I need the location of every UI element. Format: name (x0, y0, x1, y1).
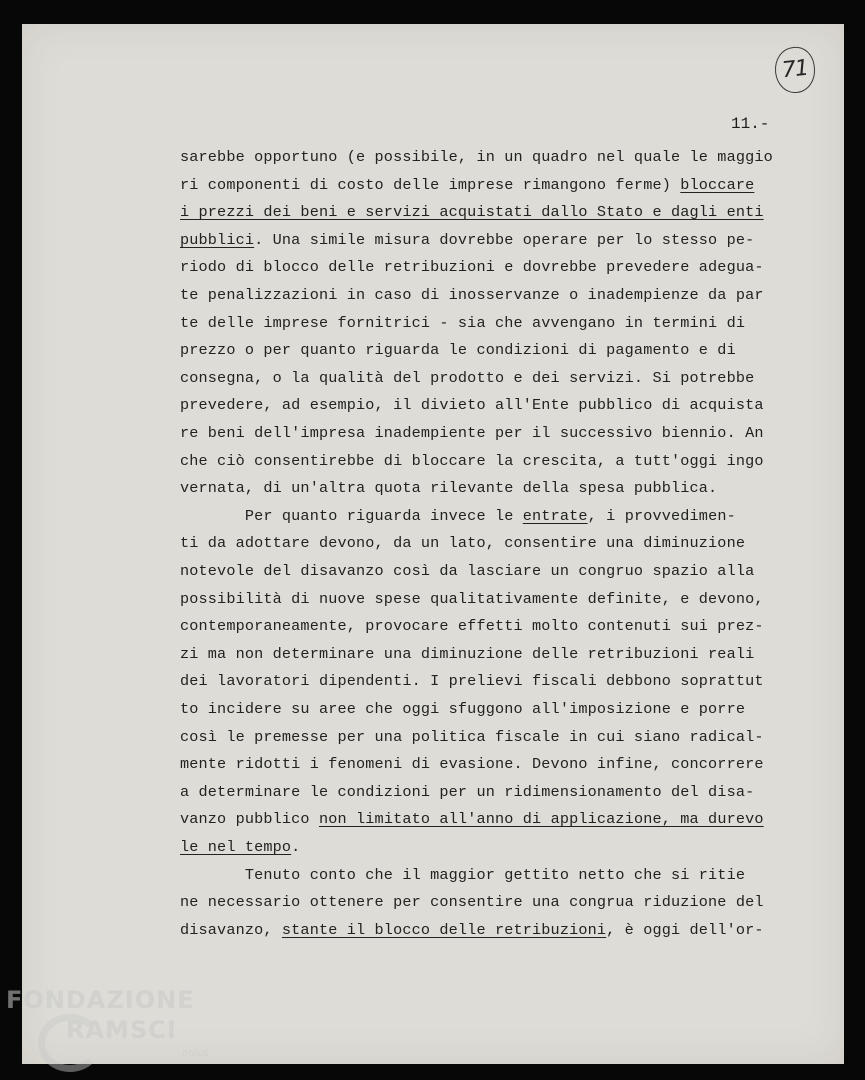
text-segment: to incidere su aree che oggi sfuggono all'imposizione e porre (180, 700, 746, 718)
text-line (180, 810, 764, 828)
text-line (180, 893, 764, 911)
text-segment: Tenuto conto che il maggior gettito netto che si ritie (180, 865, 746, 884)
text-segment: . Una simile misura dovrebbe operare per lo stesso pe- (254, 230, 755, 249)
text-line (180, 369, 754, 387)
underlined-text: i prezzi dei beni e servizi acquistati dallo Stato e dagli enti (180, 203, 764, 222)
stamp-number: 71 (780, 55, 810, 84)
underlined-text: entrate (522, 506, 588, 525)
text-segment: Per quanto riguarda invece le (180, 506, 523, 525)
text-line (180, 645, 754, 663)
text-segment: vernata, di un'altra quota rilevante della spesa pubblica. (180, 479, 718, 498)
text-line (180, 479, 717, 497)
text-segment: a determinare le condizioni per un ridimensionamento del disa- (180, 782, 755, 801)
underlined-text: bloccare (680, 175, 755, 194)
text-segment: prezzo o per quanto riguarda le condizioni di pagamento e di (180, 341, 736, 360)
text-segment: , i provvedimen- (587, 506, 736, 525)
text-segment: mente ridotti i fenomeni di evasione. Devono infine, concorrere (180, 755, 764, 774)
text-segment: disavanzo, (180, 920, 282, 939)
text-line (180, 258, 764, 276)
text-line (180, 231, 754, 249)
text-segment: ne necessario ottenere per consentire una congrua riduzione del (180, 893, 764, 912)
underlined-text: le nel tempo (180, 838, 292, 856)
text-line (180, 562, 754, 580)
text-segment: riodo di blocco delle retribuzioni e dovrebbe prevedere adegua- (180, 258, 764, 277)
underlined-text: pubblici (180, 230, 255, 249)
underlined-text: non limitato all'anno di applicazione, ma durevo (318, 810, 764, 829)
text-segment: zi ma non determinare una diminuzione delle retribuzioni reali (180, 644, 755, 663)
text-line (180, 728, 764, 746)
text-line (180, 590, 764, 608)
text-segment: ri componenti di costo delle imprese rimangono ferme) (180, 175, 681, 194)
text-line (180, 700, 745, 718)
text-segment: , è oggi dell'or- (606, 920, 764, 939)
logo-line1: FONDAZIONE (6, 986, 195, 1014)
text-line (180, 424, 764, 442)
text-line (180, 148, 773, 166)
page-number: 11.- (731, 115, 770, 133)
text-line (180, 534, 745, 552)
text-segment: ti da adottare devono, da un lato, consentire una diminuzione (180, 534, 746, 553)
text-segment: prevedere, ad esempio, il divieto all'Ente pubblico di acquista (180, 396, 764, 415)
text-line (180, 314, 745, 332)
text-line (180, 838, 300, 856)
fondazione-gramsci-logo (6, 986, 209, 1059)
text-line (180, 286, 764, 304)
text-line (180, 755, 764, 773)
text-segment: vanzo pubblico (180, 810, 319, 829)
text-segment: te penalizzazioni in caso di inosservanze o inadempienze da par (180, 286, 764, 304)
text-segment: te delle imprese fornitrici - sia che avvengano in termini di (180, 313, 746, 332)
logo-line2: RAMSCI (66, 1016, 177, 1044)
text-line (180, 507, 736, 525)
text-line (180, 866, 745, 884)
text-segment: consegna, o la qualità del prodotto e dei servizi. Si potrebbe (180, 368, 755, 387)
text-line (180, 617, 764, 635)
archive-stamp (773, 45, 818, 95)
text-line (180, 672, 764, 690)
text-line (180, 921, 764, 939)
text-segment: sarebbe opportuno (e possibile, in un quadro nel quale le maggio (180, 148, 773, 166)
text-line (180, 396, 764, 414)
text-line (180, 783, 754, 801)
text-line (180, 176, 754, 194)
text-segment: possibilità di nuove spese qualitativamente definite, e devono, (180, 589, 764, 608)
logo-onlus: onlus (182, 1048, 209, 1059)
text-line (180, 452, 764, 470)
text-segment: re beni dell'impresa inadempiente per il successivo biennio. An (180, 424, 764, 442)
text-segment: che ciò consentirebbe di bloccare la crescita, a tutt'oggi ingo (180, 451, 764, 470)
text-line (180, 203, 764, 221)
underlined-text: stante il blocco delle retribuzioni (281, 920, 607, 939)
text-segment: . (291, 838, 301, 856)
text-segment: notevole del disavanzo così da lasciare un congruo spazio alla (180, 562, 755, 580)
text-segment: contemporaneamente, provocare effetti molto contenuti sui prez- (180, 617, 764, 636)
text-segment: così le premesse per una politica fiscale in cui siano radical- (180, 727, 764, 746)
text-segment: dei lavoratori dipendenti. I prelievi fiscali debbono soprattut (180, 672, 764, 691)
text-line (180, 341, 736, 359)
